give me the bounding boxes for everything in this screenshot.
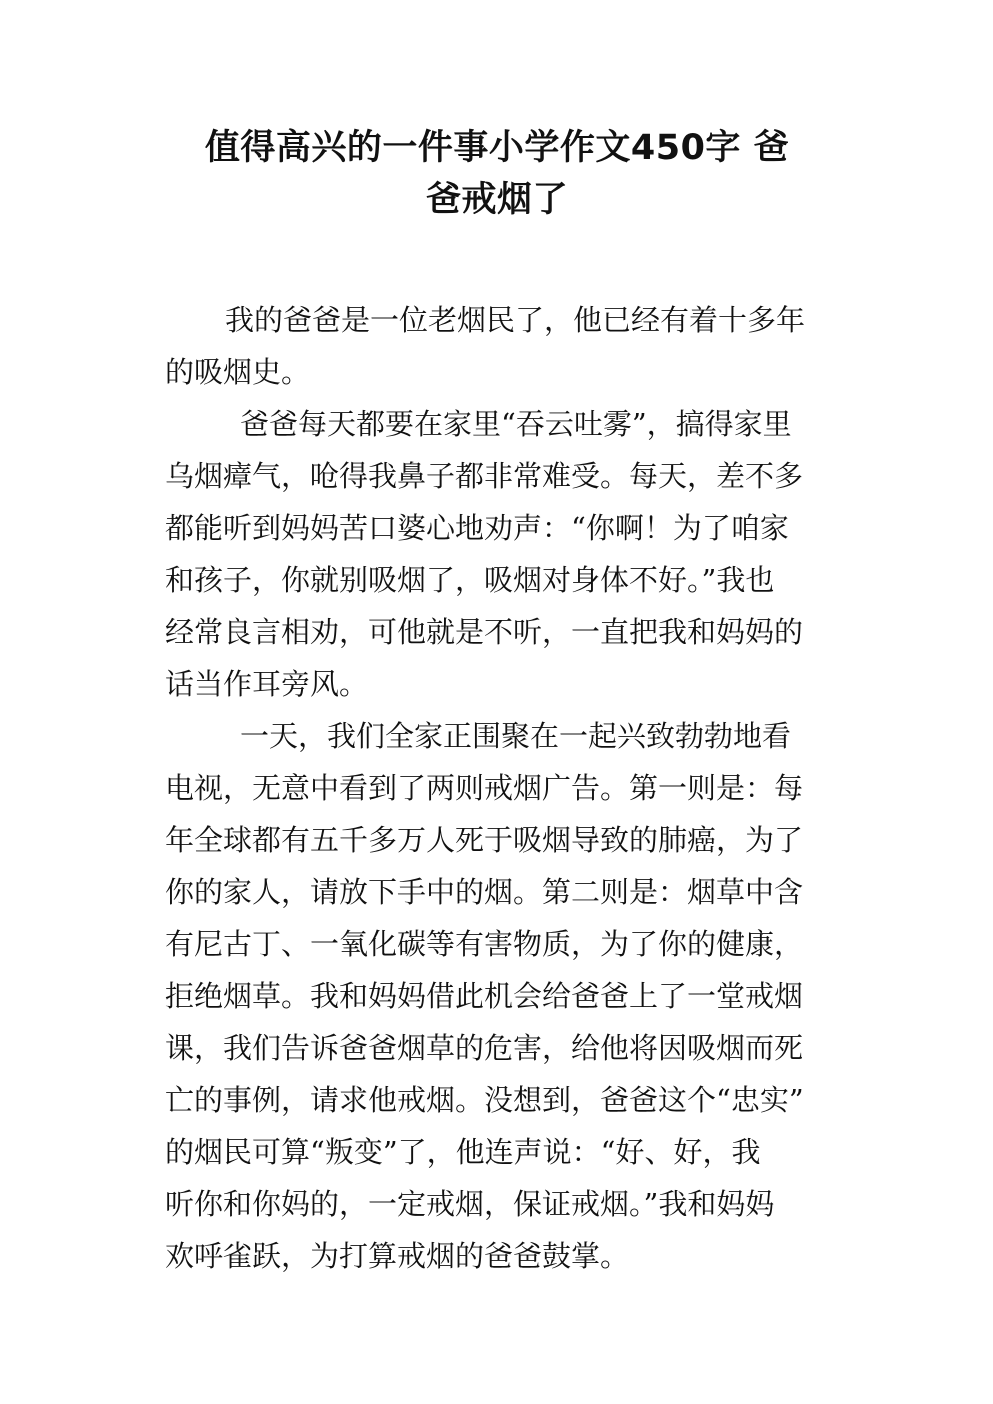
paragraph-line: 经常良言相劝，可他就是不听，一直把我和妈妈的	[165, 615, 804, 649]
paragraph-line: 我的爸爸是一位老烟民了，他已经有着十多年	[225, 303, 806, 337]
paragraph-line: 话当作耳旁风。	[165, 667, 369, 701]
paragraph-line: 你的家人，请放下手中的烟。第二则是：烟草中含	[165, 875, 804, 909]
title-line: 值得高兴的一件事小学作文450字 爸	[204, 128, 790, 168]
paragraph-line: 电视，无意中看到了两则戒烟广告。第一则是：每	[165, 771, 804, 805]
paragraph-line: 的吸烟史。	[165, 355, 311, 389]
document-title	[165, 122, 829, 226]
paragraph-2	[165, 398, 830, 710]
paragraph-line: 亡的事例，请求他戒烟。没想到，爸爸这个“忠实”	[165, 1083, 804, 1117]
paragraph-line: 的烟民可算“叛变”了，他连声说：“好、好，我	[165, 1135, 761, 1169]
paragraph-line: 和孩子，你就别吸烟了，吸烟对身体不好。”我也	[165, 563, 775, 597]
paragraph-line: 有尼古丁、一氧化碳等有害物质，为了你的健康，	[165, 927, 804, 961]
paragraph-line: 听你和你妈的，一定戒烟，保证戒烟。”我和妈妈	[165, 1187, 775, 1221]
paragraph-1	[165, 294, 830, 398]
title-line: 爸戒烟了	[425, 180, 568, 220]
paragraph-line: 年全球都有五千多万人死于吸烟导致的肺癌，为了	[165, 823, 804, 857]
paragraph-line: 欢呼雀跃，为打算戒烟的爸爸鼓掌。	[165, 1239, 630, 1273]
paragraph-line: 拒绝烟草。我和妈妈借此机会给爸爸上了一堂戒烟	[165, 979, 804, 1013]
paragraph-line: 课，我们告诉爸爸烟草的危害，给他将因吸烟而死	[165, 1031, 804, 1065]
paragraph-line: 都能听到妈妈苦口婆心地劝声：“你啊！为了咱家	[165, 511, 789, 545]
paragraph-line: 一天，我们全家正围聚在一起兴致勃勃地看	[240, 719, 792, 753]
paragraph-3	[165, 710, 830, 1282]
paragraph-line: 爸爸每天都要在家里“吞云吐雾”，搞得家里	[240, 407, 792, 441]
paragraph-line: 乌烟瘴气，呛得我鼻子都非常难受。每天，差不多	[165, 459, 804, 493]
